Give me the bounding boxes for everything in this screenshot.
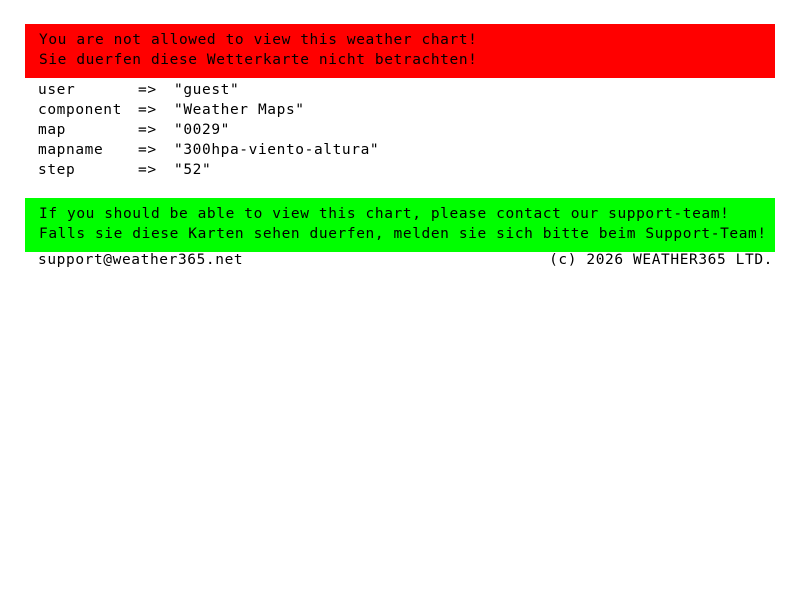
parameter-row-user bbox=[38, 80, 778, 100]
info-banner-line-de: Falls sie diese Karten sehen duerfen, melden sie sich bitte beim Support-Team! bbox=[39, 226, 767, 242]
support-email-link[interactable]: support@weather365.net bbox=[38, 252, 244, 268]
parameter-row-map bbox=[38, 120, 778, 140]
parameter-arrow: => bbox=[138, 142, 157, 158]
info-banner bbox=[25, 198, 775, 252]
parameter-key: component bbox=[38, 102, 122, 118]
parameter-key: mapname bbox=[38, 142, 104, 158]
copyright-text: (c) 2026 WEATHER365 LTD. bbox=[549, 252, 773, 268]
parameter-row-mapname bbox=[38, 140, 778, 160]
footer bbox=[38, 250, 773, 270]
parameter-value: "0029" bbox=[174, 122, 230, 138]
error-banner bbox=[25, 24, 775, 78]
parameter-arrow: => bbox=[138, 162, 157, 178]
parameter-row-step bbox=[38, 160, 778, 180]
parameter-key: map bbox=[38, 122, 66, 138]
parameter-key: step bbox=[38, 162, 76, 178]
error-banner-line-de: Sie duerfen diese Wetterkarte nicht betrachten! bbox=[39, 52, 478, 68]
parameter-arrow: => bbox=[138, 82, 157, 98]
parameter-arrow: => bbox=[138, 122, 157, 138]
parameter-row-component bbox=[38, 100, 778, 120]
info-banner-line-en: If you should be able to view this chart, please contact our support-team! bbox=[39, 206, 730, 222]
parameter-list bbox=[38, 80, 778, 180]
parameter-key: user bbox=[38, 82, 76, 98]
parameter-arrow: => bbox=[138, 102, 157, 118]
parameter-value: "guest" bbox=[174, 82, 240, 98]
parameter-value: "Weather Maps" bbox=[174, 102, 305, 118]
parameter-value: "300hpa-viento-altura" bbox=[174, 142, 380, 158]
error-banner-line-en: You are not allowed to view this weather chart! bbox=[39, 32, 478, 48]
parameter-value: "52" bbox=[174, 162, 212, 178]
